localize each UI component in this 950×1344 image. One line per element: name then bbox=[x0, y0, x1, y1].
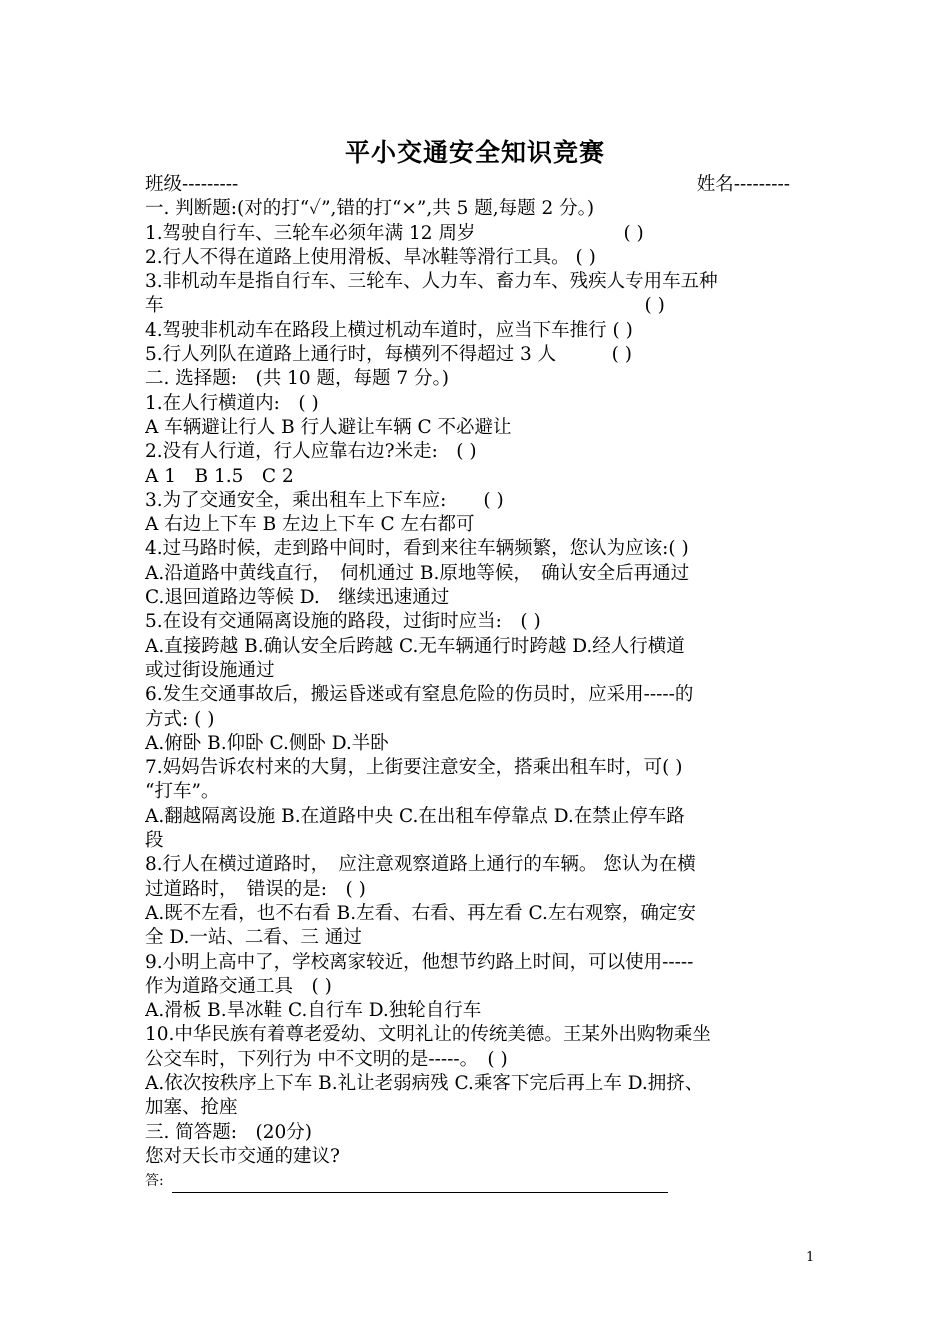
name-label: 姓名--------- bbox=[696, 174, 790, 195]
text-line: 段 bbox=[145, 830, 164, 852]
text-line: 10.中华民族有着尊老爱幼、文明礼让的传统美德。王某外出购物乘坐 bbox=[145, 1024, 711, 1046]
answer-row bbox=[145, 1169, 825, 1193]
text-line: 1.在人行横道内: ( ) bbox=[145, 392, 319, 414]
text-line: 方式: ( ) bbox=[145, 708, 215, 730]
page-title: 平小交通安全知识竞赛 bbox=[344, 138, 605, 167]
text-line: A.俯卧 B.仰卧 C.侧卧 D.半卧 bbox=[145, 732, 389, 754]
text-line: “打车”。 bbox=[145, 781, 220, 803]
text-line: 您对天长市交通的建议? bbox=[145, 1145, 340, 1167]
text-line: A 车辆避让行人 B 行人避让车辆 C 不必避让 bbox=[145, 416, 512, 438]
text-line: 4.过马路时候，走到路中间时，看到来往车辆频繁，您认为应该:( ) bbox=[145, 538, 689, 560]
text-line: 1.驾驶自行车、三轮车必须年满 12 周岁 ( ) bbox=[145, 222, 644, 244]
text-line: 公交车时，下列行为 中不文明的是-----。 ( ) bbox=[145, 1048, 508, 1070]
text-line: 全 D.一站、二看、三 通过 bbox=[145, 927, 362, 949]
text-line: 车 ( ) bbox=[145, 295, 665, 317]
text-line: A 1 B 1.5 C 2 bbox=[145, 465, 294, 487]
text-line: A.直接跨越 B.确认安全后跨越 C.无车辆通行时跨越 D.经人行横道 bbox=[145, 635, 685, 657]
text-line: 8.行人在横过道路时， 应注意观察道路上通行的车辆。 您认为在横 bbox=[145, 854, 696, 876]
header-row bbox=[145, 173, 825, 197]
question-lines bbox=[145, 197, 825, 1169]
text-line: 三. 简答题: (20分) bbox=[145, 1121, 312, 1143]
text-line: 3.非机动车是指自行车、三轮车、人力车、畜力车、残疾人专用车五种 bbox=[145, 271, 718, 293]
text-line: A.依次按秩序上下车 B.礼让老弱病残 C.乘客下完后再上车 D.拥挤、 bbox=[145, 1072, 704, 1094]
text-line: 加塞、抢座 bbox=[145, 1097, 238, 1119]
answer-blank-line bbox=[172, 1178, 668, 1193]
text-line: 3.为了交通安全，乘出租车上下车应: ( ) bbox=[145, 489, 504, 511]
text-line: 一. 判断题:(对的打“✓”,错的打“×”,共 5 题,每题 2 分。) bbox=[145, 198, 595, 220]
text-line: A.滑板 B.旱冰鞋 C.自行车 D.独轮自行车 bbox=[145, 1000, 482, 1022]
text-line: 6.发生交通事故后，搬运昏迷或有窒息危险的伤员时，应采用-----的 bbox=[145, 684, 694, 706]
answer-label: 答: bbox=[145, 1172, 164, 1189]
text-line: A 右边上下车 B 左边上下车 C 左右都可 bbox=[145, 514, 475, 536]
text-line: 5.行人列队在道路上通行时，每横列不得超过 3 人 ( ) bbox=[145, 344, 633, 366]
text-line: 2.行人不得在道路上使用滑板、旱冰鞋等滑行工具。 ( ) bbox=[145, 246, 596, 268]
text-line: 或过街设施通过 bbox=[145, 659, 275, 681]
text-line: 过道路时， 错误的是: ( ) bbox=[145, 878, 366, 900]
text-line: 9.小明上高中了，学校离家较近，他想节约路上时间，可以使用----- bbox=[145, 951, 694, 973]
quiz-content bbox=[145, 173, 825, 1193]
page-number: 1 bbox=[806, 1250, 815, 1265]
text-line: C.退回道路边等候 D. 继续迅速通过 bbox=[145, 587, 450, 609]
text-line: 7.妈妈告诉农村来的大舅，上街要注意安全，搭乘出租车时，可( ) bbox=[145, 757, 683, 779]
class-label: 班级--------- bbox=[145, 174, 239, 195]
text-line: A.既不左看，也不右看 B.左看、右看、再左看 C.左右观察，确定安 bbox=[145, 902, 696, 924]
text-line: 2.没有人行道，行人应靠右边?米走: ( ) bbox=[145, 441, 477, 463]
text-line: A.沿道路中黄线直行， 伺机通过 B.原地等候， 确认安全后再通过 bbox=[145, 562, 690, 584]
text-line: 二. 选择题: (共 10 题，每题 7 分。) bbox=[145, 368, 450, 390]
text-line: 5.在设有交通隔离设施的路段，过街时应当: ( ) bbox=[145, 611, 541, 633]
text-line: A.翻越隔离设施 B.在道路中央 C.在出租车停靠点 D.在禁止停车路 bbox=[145, 805, 685, 827]
text-line: 4.驾驶非机动车在路段上横过机动车道时，应当下车推行 ( ) bbox=[145, 319, 633, 341]
text-line: 作为道路交通工具 ( ) bbox=[145, 975, 332, 997]
